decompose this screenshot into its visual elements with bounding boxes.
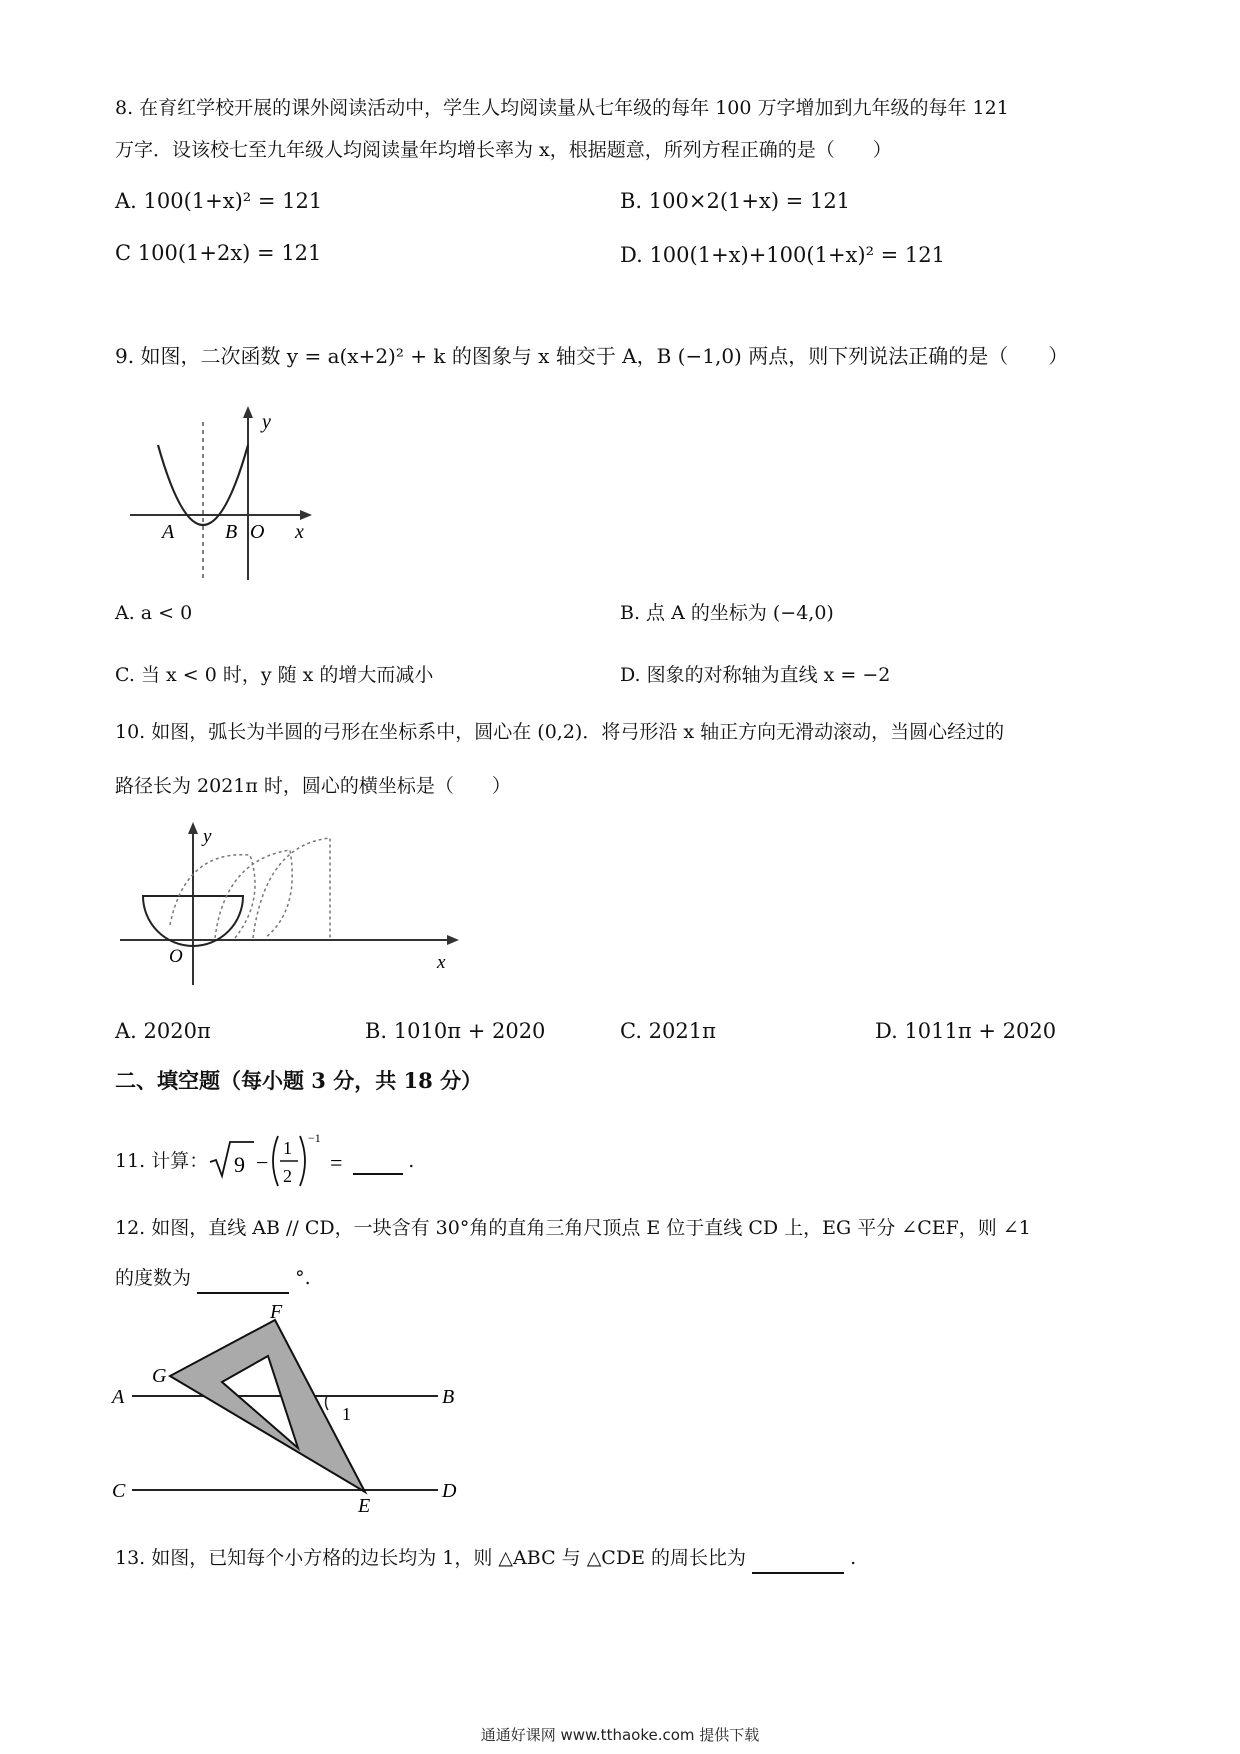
svg-text:1: 1: [283, 1138, 293, 1158]
q12-answer-blank[interactable]: [197, 1264, 289, 1294]
section-2-heading: 二、填空题（每小题 3 分，共 18 分）: [115, 1068, 483, 1093]
q9-label-y: y: [262, 411, 271, 433]
q9-y-axis-arrow: [243, 406, 253, 418]
q12-label-d: D: [442, 1480, 457, 1502]
q12-label-b: B: [442, 1386, 455, 1408]
q8-option-b[interactable]: B. 100×2(1+x) = 121: [620, 189, 851, 213]
q12-text-line2: [115, 1264, 311, 1294]
q11-expression: [208, 1130, 408, 1192]
svg-text:=: =: [330, 1150, 343, 1175]
q12-label-a: A: [112, 1386, 125, 1408]
q9-label-o: O: [250, 521, 265, 543]
q8-option-d[interactable]: D. 100(1+x)+100(1+x)² = 121: [620, 243, 946, 267]
q12-label-e: E: [358, 1495, 371, 1515]
q9-x-axis-arrow: [300, 510, 312, 520]
q9-label-x: x: [295, 521, 304, 543]
q9-text-line1: 9. 如图，二次函数 y = a(x+2)² + k 的图象与 x 轴交于 A，B (−1,0) 两点，则下列说法正确的是（ ）: [115, 344, 1069, 368]
q9-option-a[interactable]: A. a < 0: [115, 602, 193, 624]
q13-answer-blank[interactable]: [752, 1544, 844, 1574]
q12-text-line1: 12. 如图，直线 AB // CD，一块含有 30°角的直角三角尺顶点 E 位于直线 CD 上，EG 平分 ∠CEF，则 ∠1: [115, 1217, 1031, 1239]
q9-label-b: B: [225, 521, 238, 543]
q10-x-axis-arrow: [447, 935, 459, 945]
q10-y-axis-arrow: [188, 822, 198, 834]
q12-prefix: 的度数为: [115, 1267, 192, 1289]
q11-row: [115, 1130, 414, 1192]
q10-option-c[interactable]: C. 2021π: [620, 1019, 716, 1043]
q9-option-b[interactable]: B. 点 A 的坐标为 (−4,0): [620, 602, 834, 624]
q10-text-line2: 路径长为 2021π 时，圆心的横坐标是（ ）: [115, 775, 511, 797]
q12-label-c: C: [112, 1480, 126, 1502]
svg-text:−1: −1: [308, 1131, 322, 1145]
q12-triangle-figure: [110, 1300, 480, 1515]
svg-text:2: 2: [283, 1166, 293, 1186]
q9-option-d[interactable]: D. 图象的对称轴为直线 x = −2: [620, 664, 891, 686]
q12-label-1: 1: [342, 1404, 351, 1424]
q8-option-a[interactable]: A. 100(1+x)² = 121: [115, 189, 323, 213]
q12-suffix: °.: [295, 1267, 311, 1289]
q8-text-line2: 万字．设该校七至九年级人均阅读量年均增长率为 x，根据题意，所列方程正确的是（ ）: [115, 139, 892, 161]
page-footer: 通通好课网 www.tthaoke.com 提供下载: [480, 1726, 760, 1744]
q10-option-d[interactable]: D. 1011π + 2020: [875, 1019, 1057, 1043]
q13-row: [115, 1544, 856, 1574]
q12-angle-1-arc: [326, 1396, 328, 1410]
q10-option-a[interactable]: A. 2020π: [115, 1019, 211, 1043]
svg-text:9: 9: [234, 1152, 246, 1177]
q11-prefix: 11. 计算：: [115, 1150, 209, 1172]
q8-text-line1: 8. 在育红学校开展的课外阅读活动中，学生人均阅读量从七年级的每年 100 万字增加到九年级的每年 121: [115, 97, 1009, 119]
q9-option-c[interactable]: C. 当 x < 0 时，y 随 x 的增大而减小: [115, 664, 434, 686]
q10-rolling-segment-figure: [115, 820, 475, 990]
q12-label-g: G: [152, 1365, 167, 1387]
q13-suffix: .: [850, 1547, 857, 1569]
q13-prefix: 13. 如图，已知每个小方格的边长均为 1，则 △ABC 与 △CDE 的周长比为: [115, 1547, 746, 1569]
q10-label-x: x: [437, 952, 446, 973]
q10-text-line1: 10. 如图，弧长为半圆的弓形在坐标系中，圆心在 (0,2)．将弓形沿 x 轴正方向无滑动滚动，当圆心经过的: [115, 721, 1005, 743]
q10-label-o: O: [169, 946, 183, 967]
q11-suffix: .: [408, 1150, 415, 1172]
q12-label-f: F: [270, 1301, 283, 1323]
q9-parabola-figure: [120, 400, 340, 590]
q8-option-c[interactable]: C 100(1+2x) = 121: [115, 241, 322, 265]
svg-text:−: −: [256, 1150, 269, 1175]
q10-label-y: y: [203, 826, 212, 847]
q10-option-b[interactable]: B. 1010π + 2020: [365, 1019, 546, 1043]
q12-set-square: [170, 1320, 365, 1492]
q9-label-a: A: [162, 521, 175, 543]
